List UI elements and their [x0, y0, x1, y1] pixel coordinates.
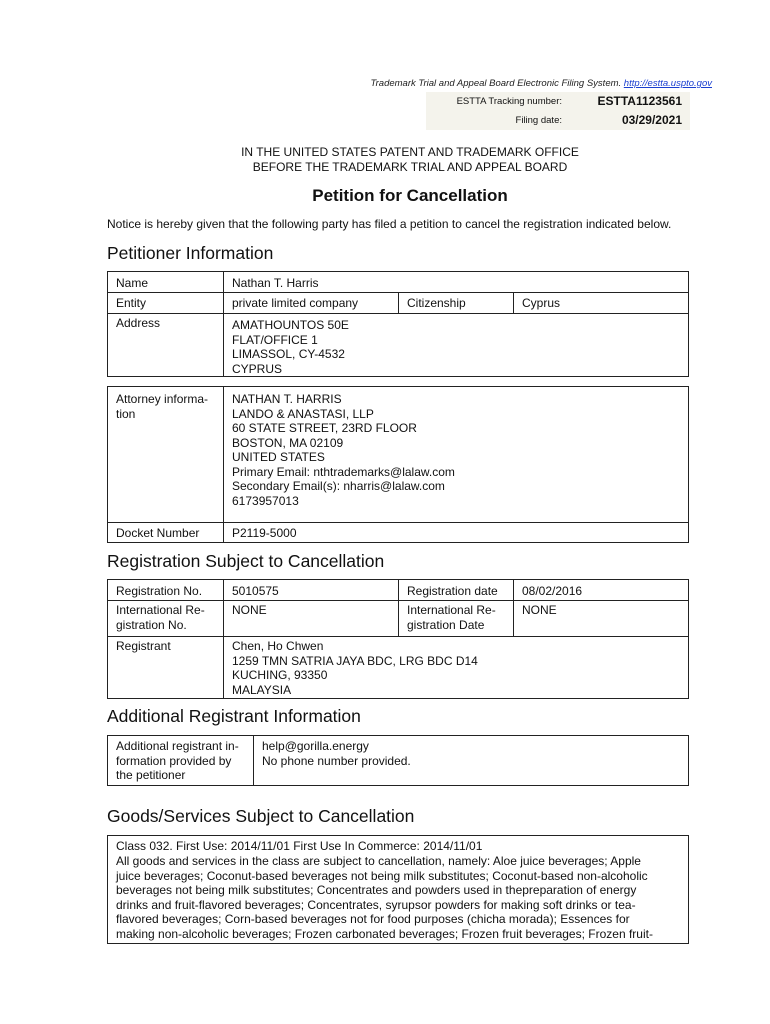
additional-registrant-heading: Additional Registrant Information [107, 706, 361, 726]
name-label: Name [116, 276, 149, 290]
additional-registrant-value: help@gorilla.energy No phone number provided. [262, 739, 411, 768]
registration-table [107, 579, 689, 699]
citizenship-value: Cyprus [522, 296, 561, 310]
court-line-2: BEFORE THE TRADEMARK TRIAL AND APPEAL BOARD [252, 160, 568, 174]
intl-registration-date-value: NONE [522, 603, 557, 617]
attorney-value: NATHAN T. HARRIS LANDO & ANASTASI, LLP 60 STATE STREET, 23RD FLOOR BOSTON, MA 02109 UNITED STATES Primary Email: nthtrademarks@lalaw.com Secondary Email(s): nharris@lalaw.com 6173957013 [232, 392, 455, 508]
registration-date-value: 08/02/2016 [522, 584, 583, 598]
petitioner-table [107, 271, 689, 377]
estta-link[interactable]: http://estta.uspto.gov [623, 78, 712, 89]
citizenship-label: Citizenship [407, 296, 466, 310]
tracking-number-value: ESTTA1123561 [597, 94, 682, 108]
filing-date-value: 03/29/2021 [621, 113, 682, 127]
additional-registrant-table [107, 735, 689, 786]
goods-services-heading: Goods/Services Subject to Cancellation [107, 806, 415, 826]
intl-registration-date-label: International Re- gistration Date [407, 603, 496, 632]
notice-text: Notice is hereby given that the following party has filed a petition to cancel the registration indicated below. [107, 217, 672, 231]
intl-registration-value: NONE [232, 603, 267, 617]
entity-value: private limited company [232, 296, 359, 310]
attorney-label: Attorney informa- tion [116, 392, 209, 421]
registrant-value: Chen, Ho Chwen 1259 TMN SATRIA JAYA BDC, LRG BDC D14 KUCHING, 93350 MALAYSIA [232, 639, 478, 697]
registrant-label: Registrant [116, 639, 171, 653]
registration-no-label: Registration No. [116, 584, 203, 598]
petitioner-heading: Petitioner Information [107, 243, 274, 263]
additional-registrant-label: Additional registrant in- formation provided by the petitioner [116, 739, 239, 782]
registration-no-value: 5010575 [232, 584, 279, 598]
docket-value: P2119-5000 [232, 526, 297, 540]
tracking-number-label: ESTTA Tracking number: [456, 96, 562, 107]
court-line-1: IN THE UNITED STATES PATENT AND TRADEMARK OFFICE [241, 145, 579, 159]
registration-date-label: Registration date [407, 584, 498, 598]
intl-registration-label: International Re- gistration No. [116, 603, 205, 632]
court-heading [0, 145, 770, 175]
tracking-info-box [426, 92, 690, 130]
page-title: Petition for Cancellation [312, 186, 508, 205]
attorney-table [107, 386, 689, 543]
goods-class-line: Class 032. First Use: 2014/11/01 First Use In Commerce: 2014/11/01 [116, 839, 483, 853]
filing-date-row [426, 111, 690, 130]
name-value: Nathan T. Harris [232, 276, 319, 290]
address-label: Address [116, 316, 161, 330]
entity-label: Entity [116, 296, 147, 310]
tracking-number-row [426, 92, 690, 111]
docket-label: Docket Number [116, 526, 200, 540]
filing-date-label: Filing date: [515, 115, 562, 126]
goods-services-box [107, 835, 689, 944]
registration-heading: Registration Subject to Cancellation [107, 551, 385, 571]
filing-system-text: Trademark Trial and Appeal Board Electronic Filing System. [370, 78, 622, 89]
address-value: AMATHOUNTOS 50E FLAT/OFFICE 1 LIMASSOL, CY-4532 CYPRUS [232, 318, 349, 376]
filing-system-header [371, 78, 712, 89]
goods-services-text: All goods and services in the class are subject to cancellation, namely: Aloe juice beverages; Apple juice beverages; Coconut-based beverages not being milk substitutes; Coconut-based non-alcoholic beverages not being milk substitutes; Concentrates and powders used in thepreparation of energy drinks and fruit-flavored beverages; Concentrates, syrupsor powders for making soft drinks or tea- flavored beverages; Corn-based beverages not for food purposes (chicha morada); Essences for making non-alcoholic beverages; Frozen carbonated beverages; Frozen fruit beverages; Frozen fruit- [116, 854, 653, 941]
